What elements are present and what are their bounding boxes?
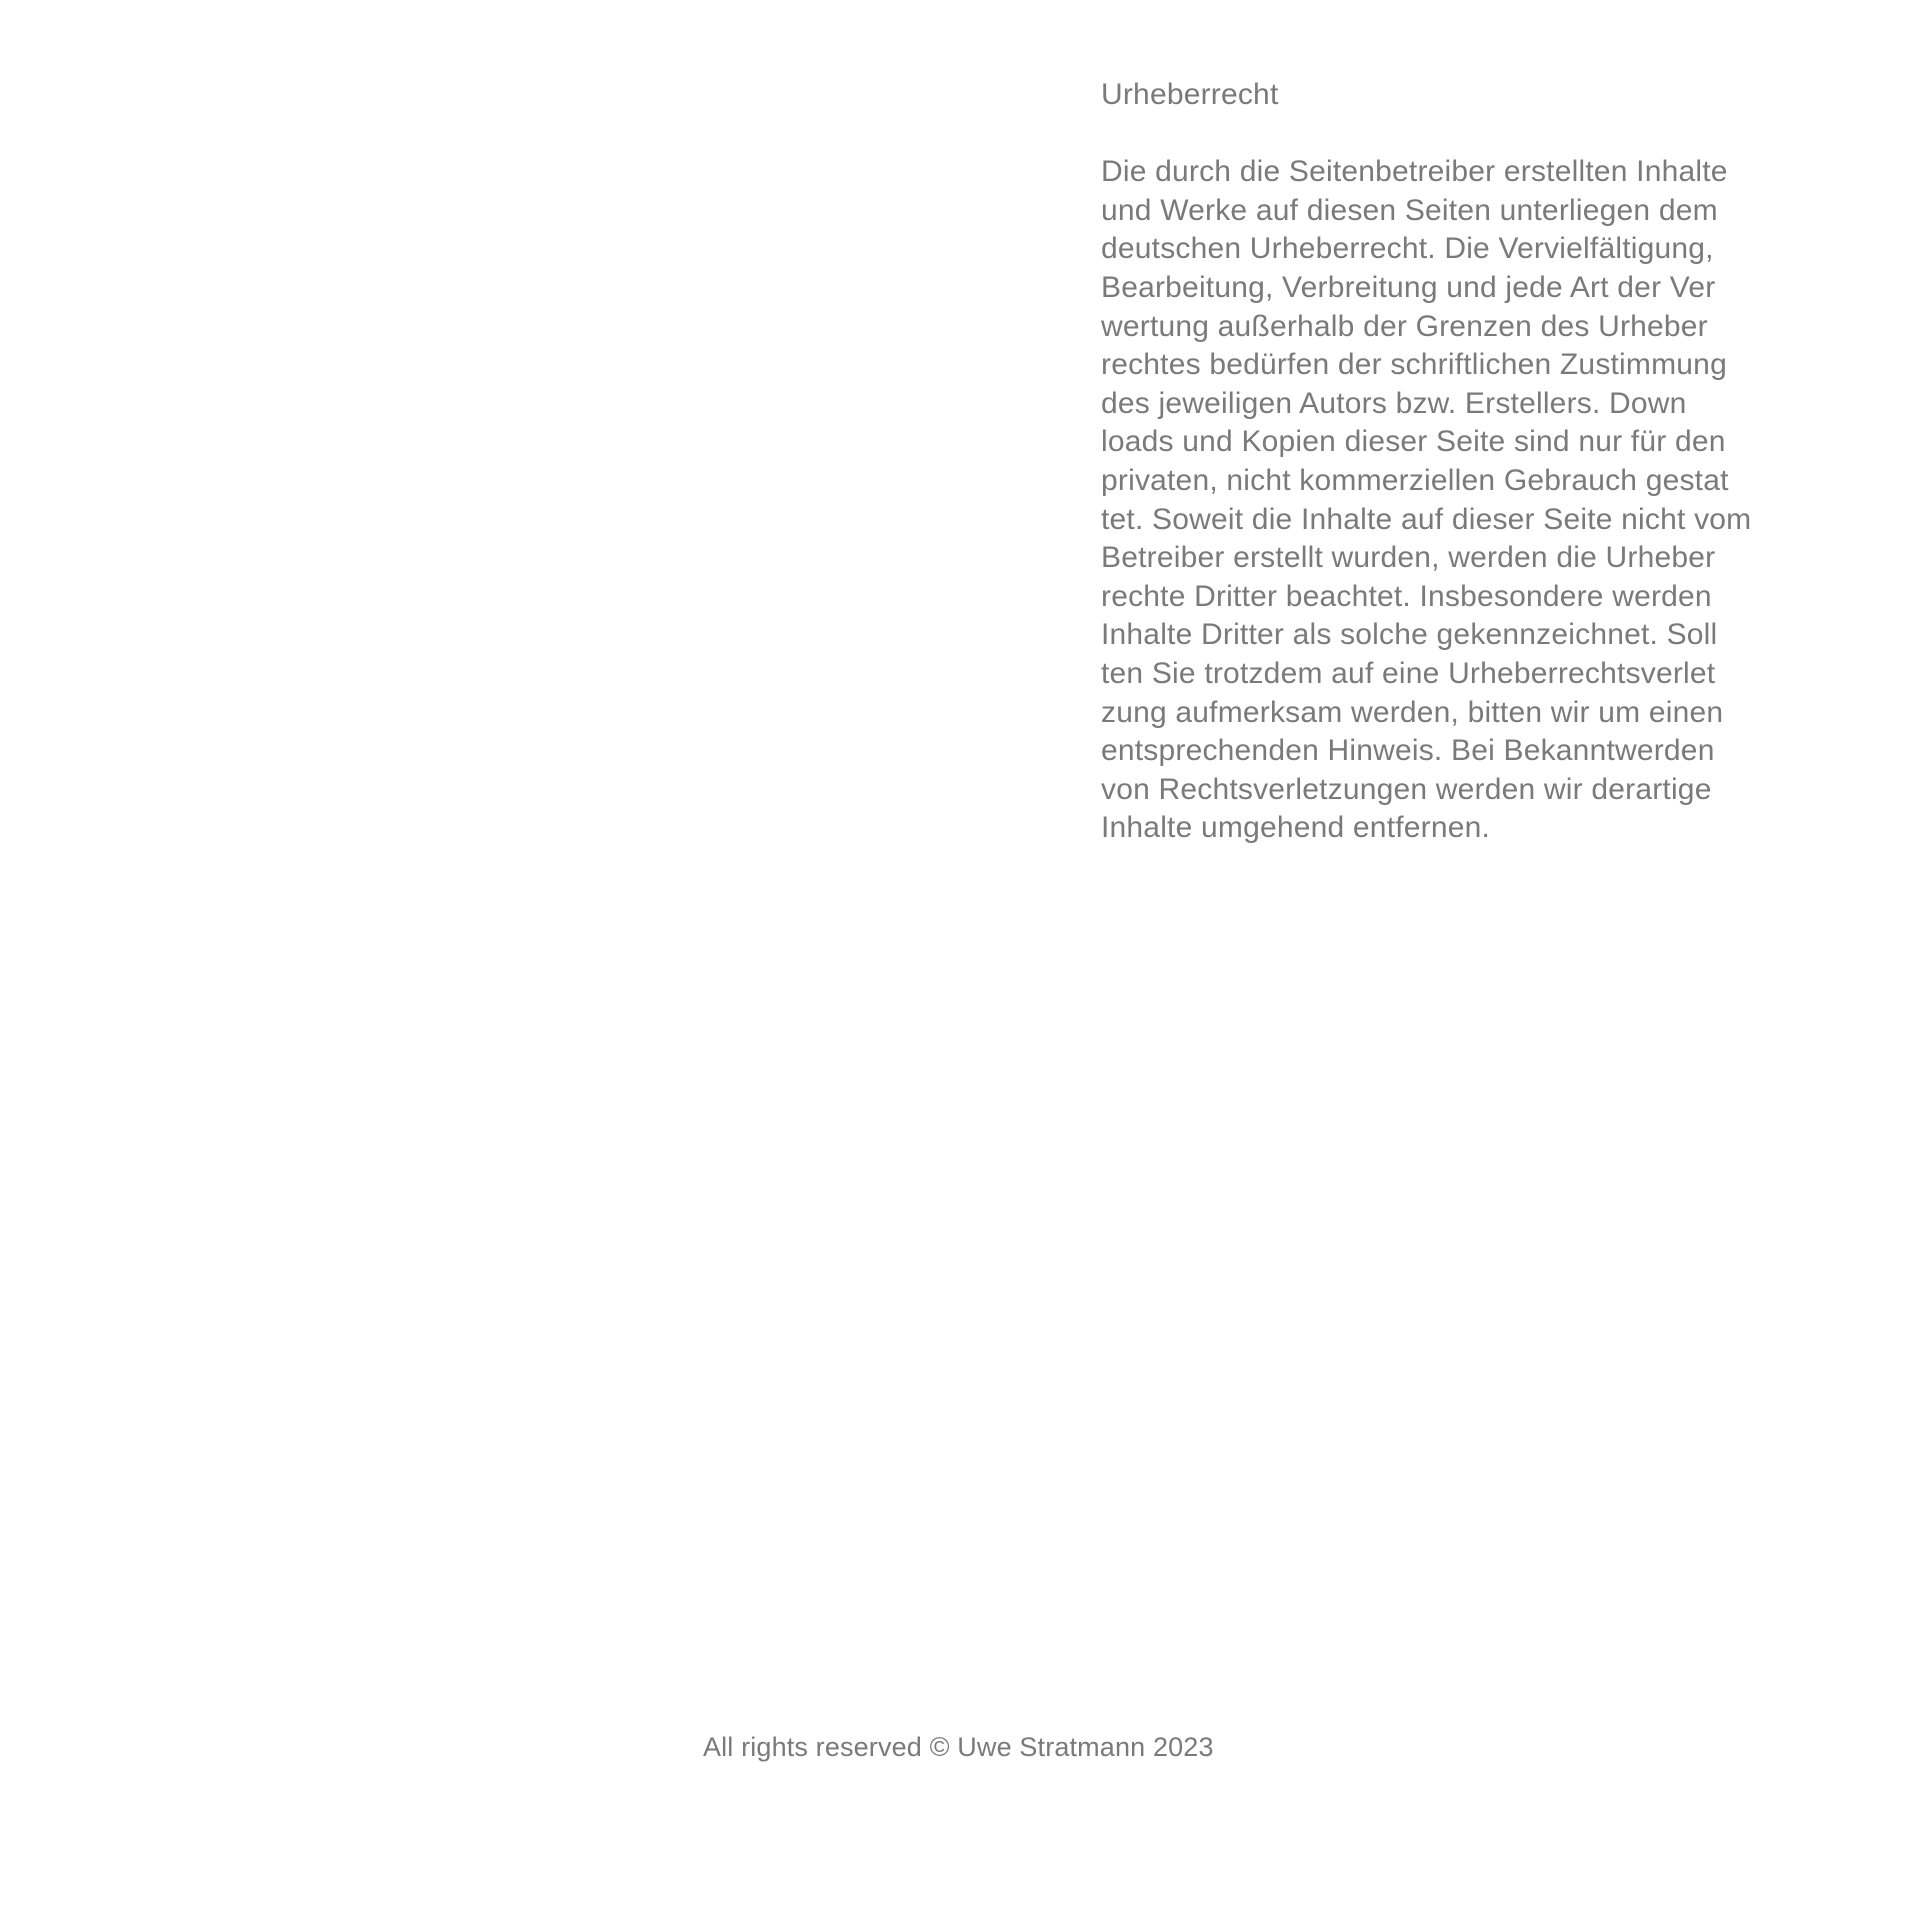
body-line: und Werke auf diesen Seiten unterliegen dem	[1101, 193, 1718, 227]
body-line: zung aufmerksam werden, bitten wir um einen	[1101, 695, 1724, 729]
copyright-section	[1101, 76, 1861, 848]
body-line: Die durch die Seitenbetreiber erstellten Inhalte	[1101, 155, 1728, 189]
section-body	[1101, 153, 1861, 848]
body-line: tet. Soweit die Inhalte auf dieser Seite nicht vom	[1101, 502, 1752, 536]
body-line: rechtes bedürfen der schriftlichen Zustimmung	[1101, 348, 1727, 382]
body-line: privaten, nicht kommerziellen Gebrauch gestat	[1101, 463, 1729, 497]
body-line: von Rechtsverletzungen werden wir derartige	[1101, 772, 1712, 806]
body-line: Bearbeitung, Verbreitung und jede Art der Ver	[1101, 270, 1716, 304]
body-line: Inhalte Dritter als solche gekennzeichnet. Soll	[1101, 618, 1718, 652]
footer-copyright: All rights reserved © Uwe Stratmann 2023	[703, 1732, 1214, 1762]
body-line: loads und Kopien dieser Seite sind nur für den	[1101, 425, 1726, 459]
section-title: Urheberrecht	[1101, 78, 1279, 111]
body-line: des jeweiligen Autors bzw. Erstellers. Down	[1101, 386, 1687, 420]
body-line: Betreiber erstellt wurden, werden die Urheber	[1101, 541, 1716, 575]
body-line: entsprechenden Hinweis. Bei Bekanntwerden	[1101, 734, 1715, 768]
body-line: rechte Dritter beachtet. Insbesondere werden	[1101, 579, 1712, 613]
body-line: Inhalte umgehend entfernen.	[1101, 811, 1491, 845]
body-line: wertung außerhalb der Grenzen des Urheber	[1101, 309, 1708, 343]
body-line: deutschen Urheberrecht. Die Vervielfältigung,	[1101, 232, 1714, 266]
body-line: ten Sie trotzdem auf eine Urheberrechtsverlet	[1101, 656, 1716, 690]
